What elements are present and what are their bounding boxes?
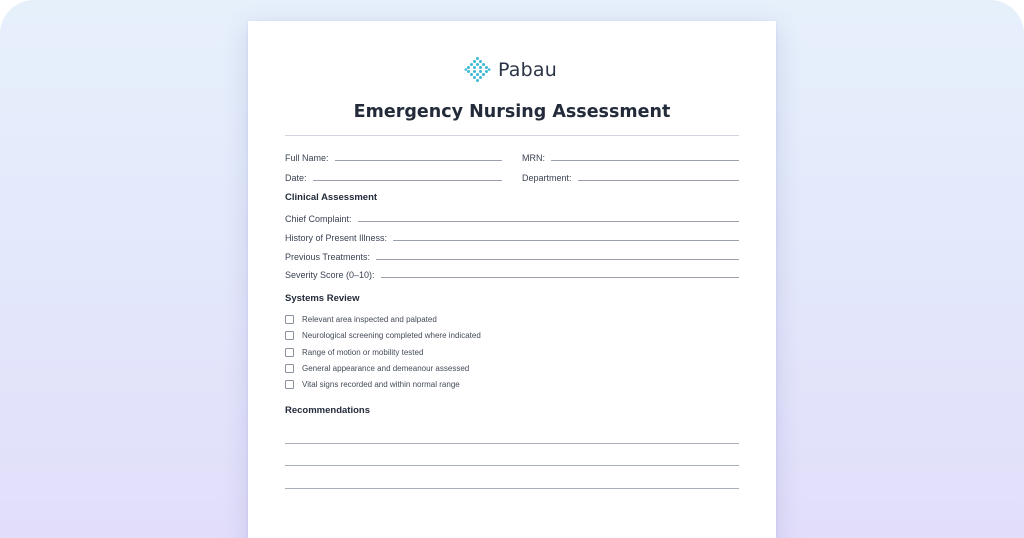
- department-line[interactable]: [578, 179, 739, 181]
- mrn-field[interactable]: [522, 150, 739, 164]
- checkbox[interactable]: [285, 331, 294, 340]
- recommendations-line[interactable]: [285, 443, 739, 444]
- mrn-label: MRN:: [522, 153, 545, 163]
- severity-score-field[interactable]: [285, 267, 739, 281]
- checkbox[interactable]: [285, 380, 294, 389]
- previous-treatments-line[interactable]: [376, 258, 739, 260]
- checklist-item[interactable]: [285, 313, 437, 325]
- present-illness-line[interactable]: [393, 239, 739, 241]
- full-name-label: Full Name:: [285, 153, 329, 163]
- date-label: Date:: [285, 173, 307, 183]
- chief-complaint-line[interactable]: [358, 220, 739, 222]
- checkbox[interactable]: [285, 315, 294, 324]
- date-field[interactable]: [285, 170, 502, 184]
- systems-review-heading: Systems Review: [285, 293, 360, 304]
- checklist-item[interactable]: [285, 346, 423, 358]
- checklist-item-label: General appearance and demeanour assessed: [302, 363, 470, 373]
- clinical-assessment-heading: Clinical Assessment: [285, 192, 378, 203]
- recommendations-line[interactable]: [285, 488, 739, 489]
- chief-complaint-label: Chief Complaint:: [285, 214, 352, 224]
- previous-treatments-label: Previous Treatments:: [285, 252, 371, 262]
- full-name-line[interactable]: [335, 159, 502, 161]
- checklist-item-label: Relevant area inspected and palpated: [302, 314, 437, 324]
- recommendations-line[interactable]: [285, 465, 739, 466]
- pabau-logo-icon: [464, 56, 491, 83]
- checklist-item-label: Neurological screening completed where indicated: [302, 330, 481, 340]
- document-title: Emergency Nursing Assessment: [353, 102, 671, 122]
- checklist-item-label: Vital signs recorded and within normal range: [302, 379, 460, 389]
- checklist-item-label: Range of motion or mobility tested: [302, 347, 424, 357]
- present-illness-label: History of Present Illness:: [285, 233, 388, 243]
- checkbox[interactable]: [285, 364, 294, 373]
- department-label: Department:: [522, 173, 572, 183]
- recommendations-heading: Recommendations: [285, 405, 370, 416]
- assessment-form-sheet: [248, 21, 776, 538]
- title-divider: [285, 135, 739, 136]
- severity-score-label: Severity Score (0–10):: [285, 270, 375, 280]
- brand-name: Pabau: [498, 58, 557, 81]
- severity-score-line[interactable]: [381, 276, 739, 278]
- present-illness-field[interactable]: [285, 230, 739, 244]
- checklist-item[interactable]: [285, 362, 469, 374]
- checkbox[interactable]: [285, 348, 294, 357]
- chief-complaint-field[interactable]: [285, 211, 739, 225]
- department-field[interactable]: [522, 170, 739, 184]
- mrn-line[interactable]: [551, 159, 739, 161]
- brand-logo: [464, 56, 557, 83]
- checklist-item[interactable]: [285, 329, 481, 341]
- date-line[interactable]: [313, 179, 502, 181]
- full-name-field[interactable]: [285, 150, 502, 164]
- previous-treatments-field[interactable]: [285, 249, 739, 263]
- checklist-item[interactable]: [285, 378, 460, 390]
